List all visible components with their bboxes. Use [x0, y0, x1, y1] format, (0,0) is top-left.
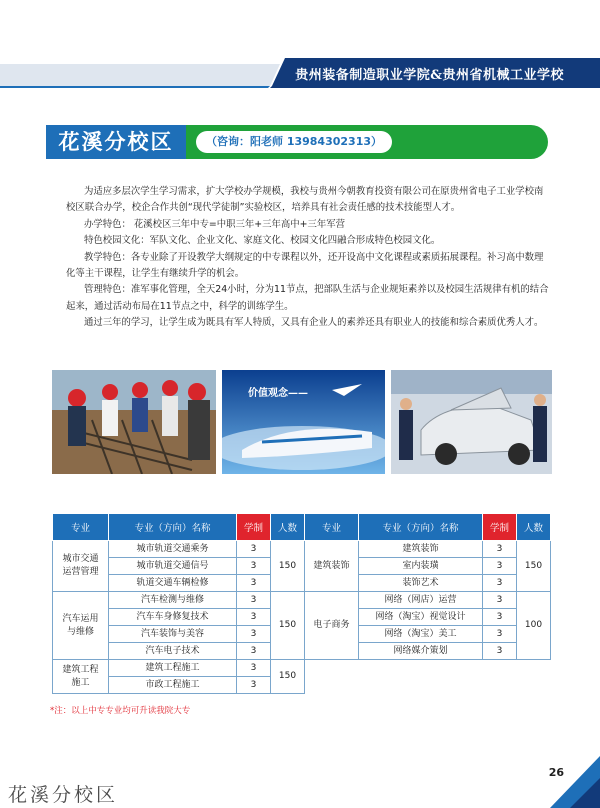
direction-cell: 汽车检测与维修 — [109, 592, 237, 609]
years-cell: 3 — [483, 558, 517, 575]
years-cell: 3 — [483, 609, 517, 626]
years-cell: 3 — [483, 592, 517, 609]
years-cell: 3 — [483, 626, 517, 643]
years-cell: 3 — [237, 677, 271, 694]
direction-cell: 室内装璜 — [359, 558, 483, 575]
header-direction: 专业（方向）名称 — [359, 514, 483, 541]
contact-info: （咨询：阳老师 13984302313） — [196, 131, 392, 153]
direction-cell: 建筑装饰 — [359, 541, 483, 558]
years-cell: 3 — [237, 626, 271, 643]
majors-table — [52, 513, 551, 694]
school-features-label: 办学特色： — [84, 218, 131, 230]
paragraph-outcome: 通过三年的学习，让学生成为既具有军人特质，又具有企业人的素养还具有职业人的技能和综合素质优秀人才。 — [84, 317, 544, 329]
body-text — [66, 184, 550, 332]
years-cell: 3 — [483, 575, 517, 592]
table-row — [53, 660, 551, 677]
direction-cell: 市政工程施工 — [109, 677, 237, 694]
empty-cell — [305, 660, 551, 694]
header-major: 专业 — [53, 514, 109, 541]
photo-caption: 价值观念—— — [248, 388, 308, 399]
count-cell: 150 — [271, 660, 305, 694]
header-years: 学制 — [237, 514, 271, 541]
contact-banner — [186, 125, 548, 159]
years-cell: 3 — [237, 660, 271, 677]
direction-cell: 网络（淘宝）视觉设计 — [359, 609, 483, 626]
photo-strip — [52, 370, 552, 474]
major-cell: 建筑装饰 — [305, 541, 359, 592]
footnote: *注：以上中专专业均可升读我院大专 — [50, 706, 191, 716]
paragraph-school-features — [66, 217, 550, 233]
school-features-text: 花溪校区三年中专=中职三年+三年高中+三年军营 — [133, 218, 345, 230]
years-cell: 3 — [483, 643, 517, 660]
paragraph-management: 管理特色：准军事化管理，全天24小时，分为11节点，把部队生活与企业规矩素养以及校园生活规律有机的结合起来，通过活动布局在11节点之中，科学的训练学生。 — [66, 284, 549, 312]
table-header-row — [53, 514, 551, 541]
header-major: 专业 — [305, 514, 359, 541]
major-cell: 建筑工程 施工 — [53, 660, 109, 694]
paragraph-intro: 为适应多层次学生学习需求，扩大学校办学规模，我校与贵州今朝教育投资有限公司在原贵州省电子工业学校南校区联合办学，校企合作共创“现代学徒制”实验校区，培养具有社会责任感的技术技能型人才。 — [66, 186, 544, 214]
header-count: 人数 — [271, 514, 305, 541]
paragraph-campus-culture: 特色校园文化：军队文化、企业文化、家庭文化、校园文化四融合形成特色校园文化。 — [84, 235, 441, 247]
footer-label: 花溪分校区 — [8, 784, 119, 806]
photo-construction-workers — [52, 370, 216, 474]
direction-cell: 网络（淘宝）美工 — [359, 626, 483, 643]
direction-cell: 轨道交通车辆检修 — [109, 575, 237, 592]
section-title: 花溪分校区 — [46, 125, 186, 159]
years-cell: 3 — [483, 541, 517, 558]
corner-decoration — [530, 756, 600, 808]
table-row — [53, 541, 551, 558]
major-cell: 汽车运用 与维修 — [53, 592, 109, 660]
direction-cell: 汽车车身修复技术 — [109, 609, 237, 626]
years-cell: 3 — [237, 592, 271, 609]
count-cell: 150 — [271, 541, 305, 592]
direction-cell: 网络（网店）运营 — [359, 592, 483, 609]
years-cell: 3 — [237, 541, 271, 558]
major-cell: 城市交通 运营管理 — [53, 541, 109, 592]
direction-cell: 城市轨道交通信号 — [109, 558, 237, 575]
header-direction: 专业（方向）名称 — [109, 514, 237, 541]
photo-car-workshop — [391, 370, 552, 474]
direction-cell: 建筑工程施工 — [109, 660, 237, 677]
photo-high-speed-train — [222, 370, 385, 474]
years-cell: 3 — [237, 609, 271, 626]
years-cell: 3 — [237, 558, 271, 575]
count-cell: 150 — [271, 592, 305, 660]
direction-cell: 汽车电子技术 — [109, 643, 237, 660]
count-cell: 100 — [517, 592, 551, 660]
page-number: 26 — [548, 766, 564, 779]
paragraph-teaching: 教学特色：各专业除了开设教学大纲规定的中专课程以外，还开设高中文化课程或素质拓展课程。补习高中数理化等主干课程，让学生有继续升学的机会。 — [66, 251, 544, 280]
direction-cell: 城市轨道交通乘务 — [109, 541, 237, 558]
table-row — [53, 592, 551, 609]
direction-cell: 装饰艺术 — [359, 575, 483, 592]
years-cell: 3 — [237, 575, 271, 592]
direction-cell: 网络媒介策划 — [359, 643, 483, 660]
major-cell: 电子商务 — [305, 592, 359, 660]
header-years: 学制 — [483, 514, 517, 541]
header-count: 人数 — [517, 514, 551, 541]
years-cell: 3 — [237, 643, 271, 660]
direction-cell: 汽车装饰与美容 — [109, 626, 237, 643]
count-cell: 150 — [517, 541, 551, 592]
institution-name: 贵州装备制造职业学院&贵州省机械工业学校 — [295, 68, 564, 83]
